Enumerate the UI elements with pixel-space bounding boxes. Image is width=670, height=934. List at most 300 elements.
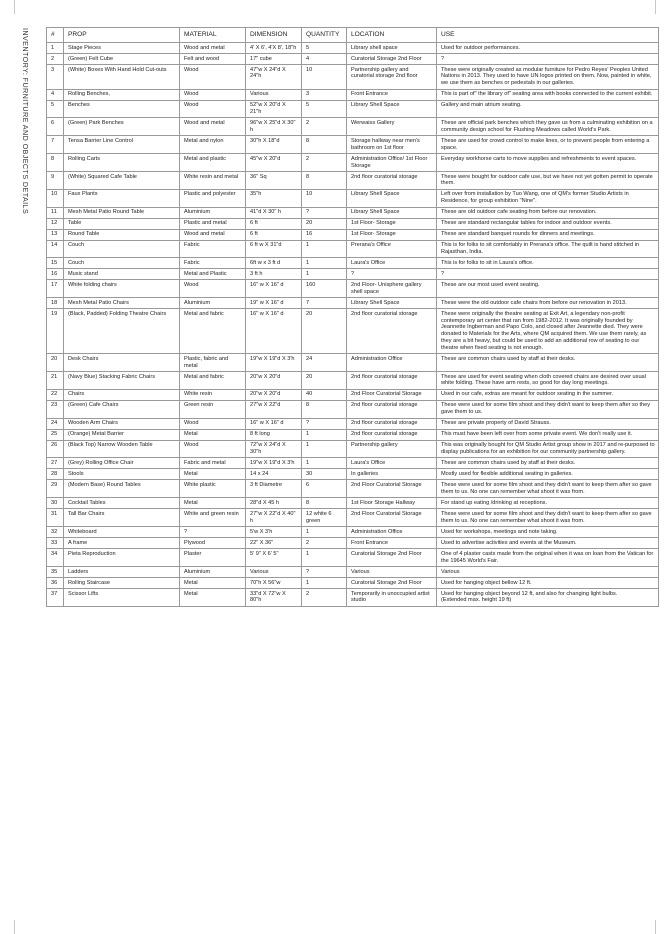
prop-cell: Couch	[64, 258, 180, 269]
table-row	[47, 372, 659, 390]
prop-cell: (Green) Park Benches	[64, 118, 180, 136]
dimension-cell: 19"w X 19"d X 3'h	[246, 458, 302, 469]
row-number: 16	[47, 269, 64, 280]
table-row	[47, 207, 659, 218]
use-cell: These are standard banquet rounds for dinners and meetings.	[437, 229, 659, 240]
row-number: 11	[47, 207, 64, 218]
quantity-cell: 40	[302, 389, 347, 400]
material-cell: Metal and nylon	[180, 136, 246, 154]
table-row	[47, 418, 659, 429]
table-row	[47, 240, 659, 258]
material-cell: Aluminium	[180, 298, 246, 309]
use-cell: These are official park benches which they gave us from a culminating exhibition on a community design school for Flushing Meadows called World's Park.	[437, 118, 659, 136]
prop-cell: (Green) Cafe Chairs	[64, 400, 180, 418]
location-cell: Partnership gallery	[347, 440, 437, 458]
quantity-cell: 8	[302, 400, 347, 418]
material-cell: Metal and Plastic	[180, 269, 246, 280]
material-cell: Wood and metal	[180, 229, 246, 240]
use-cell: These are standard rectangular tables for indoor and outdoor events.	[437, 218, 659, 229]
use-cell: These are used for crowd control to make lines, or to prevent people from entering a space.	[437, 136, 659, 154]
table-row	[47, 154, 659, 172]
dimension-cell: 27"w X 22"d X 40" h	[246, 509, 302, 527]
quantity-cell: 1	[302, 440, 347, 458]
use-cell: This is for folks to sit comfortably in Prerana's office. The quilt is hand stitched in Rajasthan, India.	[437, 240, 659, 258]
prop-cell: Pieta Reproduction	[64, 549, 180, 567]
use-cell: For stand up eating /drinking at receptions.	[437, 498, 659, 509]
use-cell: These were used for some film shoot and they didn't want to keep them after so gave them to us. No one can remember what shoot it was from.	[437, 480, 659, 498]
row-number: 10	[47, 189, 64, 207]
location-cell: 2nd Floor Curatorial Storage	[347, 480, 437, 498]
quantity-cell: 2	[302, 538, 347, 549]
table-row	[47, 400, 659, 418]
row-number: 22	[47, 389, 64, 400]
dimension-cell: 47"w X 24"d X 24"h	[246, 65, 302, 90]
col-use-header: USE	[437, 28, 659, 43]
prop-cell: Mesh Metal Patio Chairs	[64, 298, 180, 309]
dimension-cell: 3 ft Diametre	[246, 480, 302, 498]
inventory-table	[46, 27, 659, 607]
quantity-cell: 1	[302, 527, 347, 538]
dimension-cell: 5' 9" X 6' 5"	[246, 549, 302, 567]
table-row	[47, 458, 659, 469]
row-number: 34	[47, 549, 64, 567]
use-cell: Used for hanging object beyond 12 ft, and also for changing light bulbs. (Extended max. height 19 ft)	[437, 588, 659, 606]
table-row	[47, 566, 659, 577]
prop-cell: (Modern Base) Round Tables	[64, 480, 180, 498]
material-cell: Metal	[180, 429, 246, 440]
dimension-cell: 6 ft	[246, 218, 302, 229]
row-number: 5	[47, 100, 64, 118]
location-cell: Library shell space	[347, 43, 437, 54]
dimension-cell: 41"d X 30" h	[246, 207, 302, 218]
row-number: 37	[47, 588, 64, 606]
location-cell: Library Shell Space	[347, 100, 437, 118]
prop-cell: Rolling Benches,	[64, 89, 180, 100]
use-cell: Used in our cafe, extras are meant for outdoor seating in the summer.	[437, 389, 659, 400]
dimension-cell: 45"w X 20"d	[246, 154, 302, 172]
dimension-cell: 96"w X 25"d X 30" h	[246, 118, 302, 136]
use-cell: These were the old outdoor cafe chairs from before our renovation in 2013.	[437, 298, 659, 309]
material-cell: Plywood	[180, 538, 246, 549]
prop-cell: White folding chairs	[64, 280, 180, 298]
dimension-cell: 19"w X 19"d X 3'h	[246, 354, 302, 372]
quantity-cell: 24	[302, 354, 347, 372]
table-row	[47, 509, 659, 527]
use-cell: This must have been left over from some private event. We don't really use it.	[437, 429, 659, 440]
location-cell: In galleries	[347, 469, 437, 480]
table-row	[47, 54, 659, 65]
material-cell: Metal and fabric	[180, 309, 246, 354]
side-title-text: INVENTORY: FURNITURE AND OBJECTS DETAILS	[21, 28, 30, 215]
use-cell: Used for hanging object bellow 12 ft.	[437, 577, 659, 588]
prop-cell: Faux Plants	[64, 189, 180, 207]
use-cell: These were used for some film shoot and they didn't want to keep them after so they gave them to us.	[437, 400, 659, 418]
col-location-header: LOCATION	[347, 28, 437, 43]
location-cell: Curatorial Storage 2nd Floor	[347, 54, 437, 65]
table-row	[47, 480, 659, 498]
row-number: 36	[47, 577, 64, 588]
prop-cell: A frame	[64, 538, 180, 549]
use-cell: These are used for event seating when cloth covered chairs are desired over usual white folding. These have arm rests, so good for day long meetings.	[437, 372, 659, 390]
use-cell: These are common chairs used by staff at their desks.	[437, 458, 659, 469]
use-cell: Used for workshops, meetings and note taking.	[437, 527, 659, 538]
row-number: 35	[47, 566, 64, 577]
material-cell: Wood	[180, 89, 246, 100]
dimension-cell: 16" w X 16" d	[246, 280, 302, 298]
row-number: 30	[47, 498, 64, 509]
dimension-cell: 14 x 24	[246, 469, 302, 480]
quantity-cell: 16	[302, 229, 347, 240]
row-number: 23	[47, 400, 64, 418]
location-cell: 1st Floor Storage Hallway	[347, 498, 437, 509]
dimension-cell: 6 ft	[246, 229, 302, 240]
material-cell: Fabric	[180, 258, 246, 269]
row-number: 8	[47, 154, 64, 172]
row-number: 3	[47, 65, 64, 90]
row-number: 1	[47, 43, 64, 54]
use-cell: Gallery and main atrium seating.	[437, 100, 659, 118]
dimension-cell: 30"h X 18"d	[246, 136, 302, 154]
use-cell: This was originally bought for QM Studio Artist group show in 2017 and re-purposed to display publications for an exhibition for our community partnership gallery.	[437, 440, 659, 458]
use-cell: These are our most used event seating.	[437, 280, 659, 298]
quantity-cell: 4	[302, 54, 347, 65]
row-number: 7	[47, 136, 64, 154]
location-cell: Prerana's Office	[347, 240, 437, 258]
location-cell: ?	[347, 269, 437, 280]
quantity-cell: 10	[302, 189, 347, 207]
table-row	[47, 469, 659, 480]
quantity-cell: 20	[302, 218, 347, 229]
prop-cell: Whiteboard	[64, 527, 180, 538]
dimension-cell: 28"d X 45 h	[246, 498, 302, 509]
dimension-cell: 16" w X 16" d	[246, 418, 302, 429]
prop-cell: Table	[64, 218, 180, 229]
prop-cell: Scissor Lifts	[64, 588, 180, 606]
use-cell: These were bought for outdoor cafe use, but we have not yet gotten permit to operate them.	[437, 171, 659, 189]
prop-cell: (Green) Felt Cube	[64, 54, 180, 65]
use-cell: These were used for some film shoot and they didn't want to keep them after so gave them to us. No one can remember what shoot it was from.	[437, 509, 659, 527]
dimension-cell: 33"d X 72"w X 80"h	[246, 588, 302, 606]
quantity-cell: 3	[302, 89, 347, 100]
quantity-cell: 2	[302, 588, 347, 606]
location-cell: 2nd Floor Curatorial Storage	[347, 509, 437, 527]
quantity-cell: 7	[302, 298, 347, 309]
prop-cell: (Black, Padded) Folding Theatre Chairs	[64, 309, 180, 354]
location-cell: Partnership gallery and curatorial storage 2nd floor	[347, 65, 437, 90]
dimension-cell: 16" w X 16" d	[246, 309, 302, 354]
use-cell: ?	[437, 54, 659, 65]
quantity-cell: 2	[302, 118, 347, 136]
dimension-cell: 19" w X 16" d	[246, 298, 302, 309]
use-cell: ?	[437, 269, 659, 280]
material-cell: White and green resin	[180, 509, 246, 527]
prop-cell: (Grey) Rolling Office Chair	[64, 458, 180, 469]
location-cell: Various	[347, 566, 437, 577]
table-row	[47, 538, 659, 549]
table-row	[47, 43, 659, 54]
col-number-header: #	[47, 28, 64, 43]
prop-cell: Couch	[64, 240, 180, 258]
use-cell: These were originally created as modular furniture for Pedro Reyes' Peoples United Nations in 2013. They used to have UN logos printed on them. Now, painted in white, we use them as benches or pedestals in our galleries.	[437, 65, 659, 90]
location-cell: 2nd Floor Curatorial Storage	[347, 389, 437, 400]
col-dimension-header: DIMENSION	[246, 28, 302, 43]
table-row	[47, 354, 659, 372]
prop-cell: Music stand	[64, 269, 180, 280]
use-cell: This is for folks to sit in Laura's office.	[437, 258, 659, 269]
row-number: 2	[47, 54, 64, 65]
table-row	[47, 189, 659, 207]
material-cell: White plastic	[180, 480, 246, 498]
material-cell: Fabric and metal	[180, 458, 246, 469]
dimension-cell: Various	[246, 566, 302, 577]
row-number: 28	[47, 469, 64, 480]
location-cell: Administration Office	[347, 527, 437, 538]
crop-mark-bottom-right	[655, 920, 656, 934]
location-cell: 2nd floor curatorial storage	[347, 309, 437, 354]
row-number: 15	[47, 258, 64, 269]
crop-mark-bottom-left	[14, 920, 15, 934]
location-cell: 2nd floor curatorial storage	[347, 429, 437, 440]
row-number: 26	[47, 440, 64, 458]
table-row	[47, 389, 659, 400]
table-row	[47, 527, 659, 538]
dimension-cell: 52"w X 20"d X 21"h	[246, 100, 302, 118]
material-cell: Metal and fabric	[180, 372, 246, 390]
dimension-cell: 20"w X 20"d	[246, 372, 302, 390]
prop-cell: Ladders	[64, 566, 180, 577]
table-row	[47, 549, 659, 567]
row-number: 9	[47, 171, 64, 189]
table-row	[47, 218, 659, 229]
row-number: 25	[47, 429, 64, 440]
row-number: 21	[47, 372, 64, 390]
row-number: 4	[47, 89, 64, 100]
quantity-cell: 30	[302, 469, 347, 480]
table-body	[47, 43, 659, 607]
material-cell: Metal	[180, 588, 246, 606]
quantity-cell: 20	[302, 372, 347, 390]
prop-cell: Benches	[64, 100, 180, 118]
prop-cell: Tensa Barrier Line Control	[64, 136, 180, 154]
dimension-cell: 70"h X 56"w	[246, 577, 302, 588]
material-cell: Wood	[180, 280, 246, 298]
material-cell: Plastic and metal	[180, 218, 246, 229]
table-row	[47, 280, 659, 298]
quantity-cell: 1	[302, 269, 347, 280]
location-cell: Administration Office	[347, 354, 437, 372]
row-number: 24	[47, 418, 64, 429]
row-number: 31	[47, 509, 64, 527]
row-number: 12	[47, 218, 64, 229]
use-cell: Everyday workhorse carts to move supplies and refreshments to event spaces.	[437, 154, 659, 172]
dimension-cell: 36" Sq	[246, 171, 302, 189]
table-row	[47, 100, 659, 118]
table-row	[47, 171, 659, 189]
dimension-cell: 5'w X 3'h	[246, 527, 302, 538]
location-cell: Laura's Office	[347, 258, 437, 269]
material-cell: Metal	[180, 577, 246, 588]
location-cell: Library Shell Space	[347, 207, 437, 218]
location-cell: 1st Floor- Storage	[347, 218, 437, 229]
quantity-cell: ?	[302, 418, 347, 429]
dimension-cell: 6 ft w X 31"d	[246, 240, 302, 258]
table-row	[47, 118, 659, 136]
prop-cell: Stools	[64, 469, 180, 480]
quantity-cell: 1	[302, 458, 347, 469]
use-cell: Various	[437, 566, 659, 577]
material-cell: Fabric	[180, 240, 246, 258]
material-cell: Wood and metal	[180, 43, 246, 54]
prop-cell: Chairs	[64, 389, 180, 400]
prop-cell: Tall Bar Chairs	[64, 509, 180, 527]
use-cell: One of 4 plaster casts made from the original when it was on loan from the Vatican for the 19645 World's Fair.	[437, 549, 659, 567]
prop-cell: (Navy Blue) Stacking Fabric Chairs	[64, 372, 180, 390]
location-cell: 2nd Floor- Unisphere gallery shell space	[347, 280, 437, 298]
dimension-cell: 17" cube	[246, 54, 302, 65]
prop-cell: (Black Top) Narrow Wooden Table	[64, 440, 180, 458]
quantity-cell: 5	[302, 43, 347, 54]
quantity-cell: 20	[302, 309, 347, 354]
location-cell: 2nd floor curatorial storage	[347, 400, 437, 418]
table-row	[47, 498, 659, 509]
dimension-cell: 72"w X 24"d X 30"h	[246, 440, 302, 458]
table-row	[47, 309, 659, 354]
quantity-cell: 2	[302, 154, 347, 172]
dimension-cell: 6ft w x 3 ft d	[246, 258, 302, 269]
row-number: 13	[47, 229, 64, 240]
dimension-cell: 3 ft h	[246, 269, 302, 280]
prop-cell: Stage Pieces	[64, 43, 180, 54]
quantity-cell: ?	[302, 566, 347, 577]
use-cell: Mostly used for flexible additional seating in galleries.	[437, 469, 659, 480]
table-row	[47, 258, 659, 269]
side-title	[4, 28, 34, 428]
quantity-cell: 12 white 6 green	[302, 509, 347, 527]
material-cell: Wood	[180, 65, 246, 90]
material-cell: Wood	[180, 440, 246, 458]
location-cell: Laura's Office	[347, 458, 437, 469]
quantity-cell: 1	[302, 549, 347, 567]
prop-cell: Mesh Metal Patio Round Table	[64, 207, 180, 218]
use-cell: These are old outdoor cafe seating from before our renovation.	[437, 207, 659, 218]
table-row	[47, 588, 659, 606]
prop-cell: Rolling Carts	[64, 154, 180, 172]
row-number: 6	[47, 118, 64, 136]
row-number: 32	[47, 527, 64, 538]
location-cell: Curatorial Storage 2nd Floor	[347, 577, 437, 588]
material-cell: Aluminium	[180, 207, 246, 218]
material-cell: Felt and wood	[180, 54, 246, 65]
row-number: 14	[47, 240, 64, 258]
dimension-cell: 4' X 6', 4'X 8', 18"h	[246, 43, 302, 54]
table-header-row	[47, 28, 659, 43]
prop-cell: (White) Squared Cafe Table	[64, 171, 180, 189]
table-row	[47, 440, 659, 458]
material-cell: Aluminium	[180, 566, 246, 577]
material-cell: White resin and metal	[180, 171, 246, 189]
quantity-cell: 160	[302, 280, 347, 298]
quantity-cell: 8	[302, 136, 347, 154]
dimension-cell: 8 ft long	[246, 429, 302, 440]
material-cell: Metal	[180, 498, 246, 509]
row-number: 29	[47, 480, 64, 498]
col-material-header: MATERIAL	[180, 28, 246, 43]
row-number: 33	[47, 538, 64, 549]
table-row	[47, 269, 659, 280]
use-cell: These are common chairs used by staff at their desks.	[437, 354, 659, 372]
quantity-cell: 1	[302, 577, 347, 588]
material-cell: Plastic, fabric and metal	[180, 354, 246, 372]
col-prop-header: PROP	[64, 28, 180, 43]
prop-cell: Desk Chairs	[64, 354, 180, 372]
use-cell: This is part of" the library of" seating area with books connected to the current exhibit.	[437, 89, 659, 100]
material-cell: Metal	[180, 469, 246, 480]
dimension-cell: 35"h	[246, 189, 302, 207]
prop-cell: Rolling Staircase	[64, 577, 180, 588]
material-cell: Plaster	[180, 549, 246, 567]
prop-cell: (Orange) Metal Barrier	[64, 429, 180, 440]
dimension-cell: Various	[246, 89, 302, 100]
quantity-cell: 5	[302, 100, 347, 118]
row-number: 17	[47, 280, 64, 298]
table-row	[47, 89, 659, 100]
table-row	[47, 577, 659, 588]
material-cell: Wood	[180, 100, 246, 118]
location-cell: 2nd floor curatorial storage	[347, 418, 437, 429]
quantity-cell: 8	[302, 171, 347, 189]
prop-cell: (White) Boxes With Hand Hold Cut-outs	[64, 65, 180, 90]
location-cell: Curatorial Storage 2nd Floor	[347, 549, 437, 567]
location-cell: Werwaiss Gallery	[347, 118, 437, 136]
table-row	[47, 65, 659, 90]
dimension-cell: 20"w X 20"d	[246, 389, 302, 400]
use-cell: These were originally the theatre seating at Exit Art, a legendary non-profit contemporary art center that ran from 1982-2012. It was originally founded by Jeannette Ingberman and Papo Colo, and closed after Jeannette died. They were donated to Materials for the Arts, where QM acquired them. We use them rarely, as they are a bit heavy, but could be used to add an additional row of seating to our theatre when fixed seating is not enough.	[437, 309, 659, 354]
use-cell: Used for outdoor performances.	[437, 43, 659, 54]
table-row	[47, 136, 659, 154]
material-cell: ?	[180, 527, 246, 538]
use-cell: Used to advertise activities and events at the Museum.	[437, 538, 659, 549]
quantity-cell: 10	[302, 65, 347, 90]
location-cell: Library Shell Space	[347, 298, 437, 309]
location-cell: Storage hallway near men's bathroom on 1st floor	[347, 136, 437, 154]
quantity-cell: 6	[302, 480, 347, 498]
dimension-cell: 22" X 36"	[246, 538, 302, 549]
quantity-cell: 1	[302, 429, 347, 440]
col-quantity-header: QUANTITY	[302, 28, 347, 43]
use-cell: Left over from installation by Tuo Wang, one of QM's former Studio Artists in Residence, for group exhibition "Nine".	[437, 189, 659, 207]
material-cell: Green resin	[180, 400, 246, 418]
row-number: 20	[47, 354, 64, 372]
crop-mark-top-left	[14, 0, 15, 14]
dimension-cell: 27"w X 22"d	[246, 400, 302, 418]
prop-cell: Cocktail Tables	[64, 498, 180, 509]
material-cell: Plastic and polyester	[180, 189, 246, 207]
location-cell: Front Entrance	[347, 538, 437, 549]
location-cell: Administration Office/ 1st Floor Storage	[347, 154, 437, 172]
quantity-cell: 1	[302, 240, 347, 258]
quantity-cell: 8	[302, 498, 347, 509]
prop-cell: Round Table	[64, 229, 180, 240]
location-cell: Temporarily in unoccupied artist studio	[347, 588, 437, 606]
location-cell: Front Entrance	[347, 89, 437, 100]
row-number: 27	[47, 458, 64, 469]
location-cell: 2nd floor curatorial storage	[347, 171, 437, 189]
material-cell: Wood	[180, 418, 246, 429]
quantity-cell: ?	[302, 207, 347, 218]
location-cell: 2nd floor curatorial storage	[347, 372, 437, 390]
material-cell: Metal and plastic	[180, 154, 246, 172]
quantity-cell: 1	[302, 258, 347, 269]
